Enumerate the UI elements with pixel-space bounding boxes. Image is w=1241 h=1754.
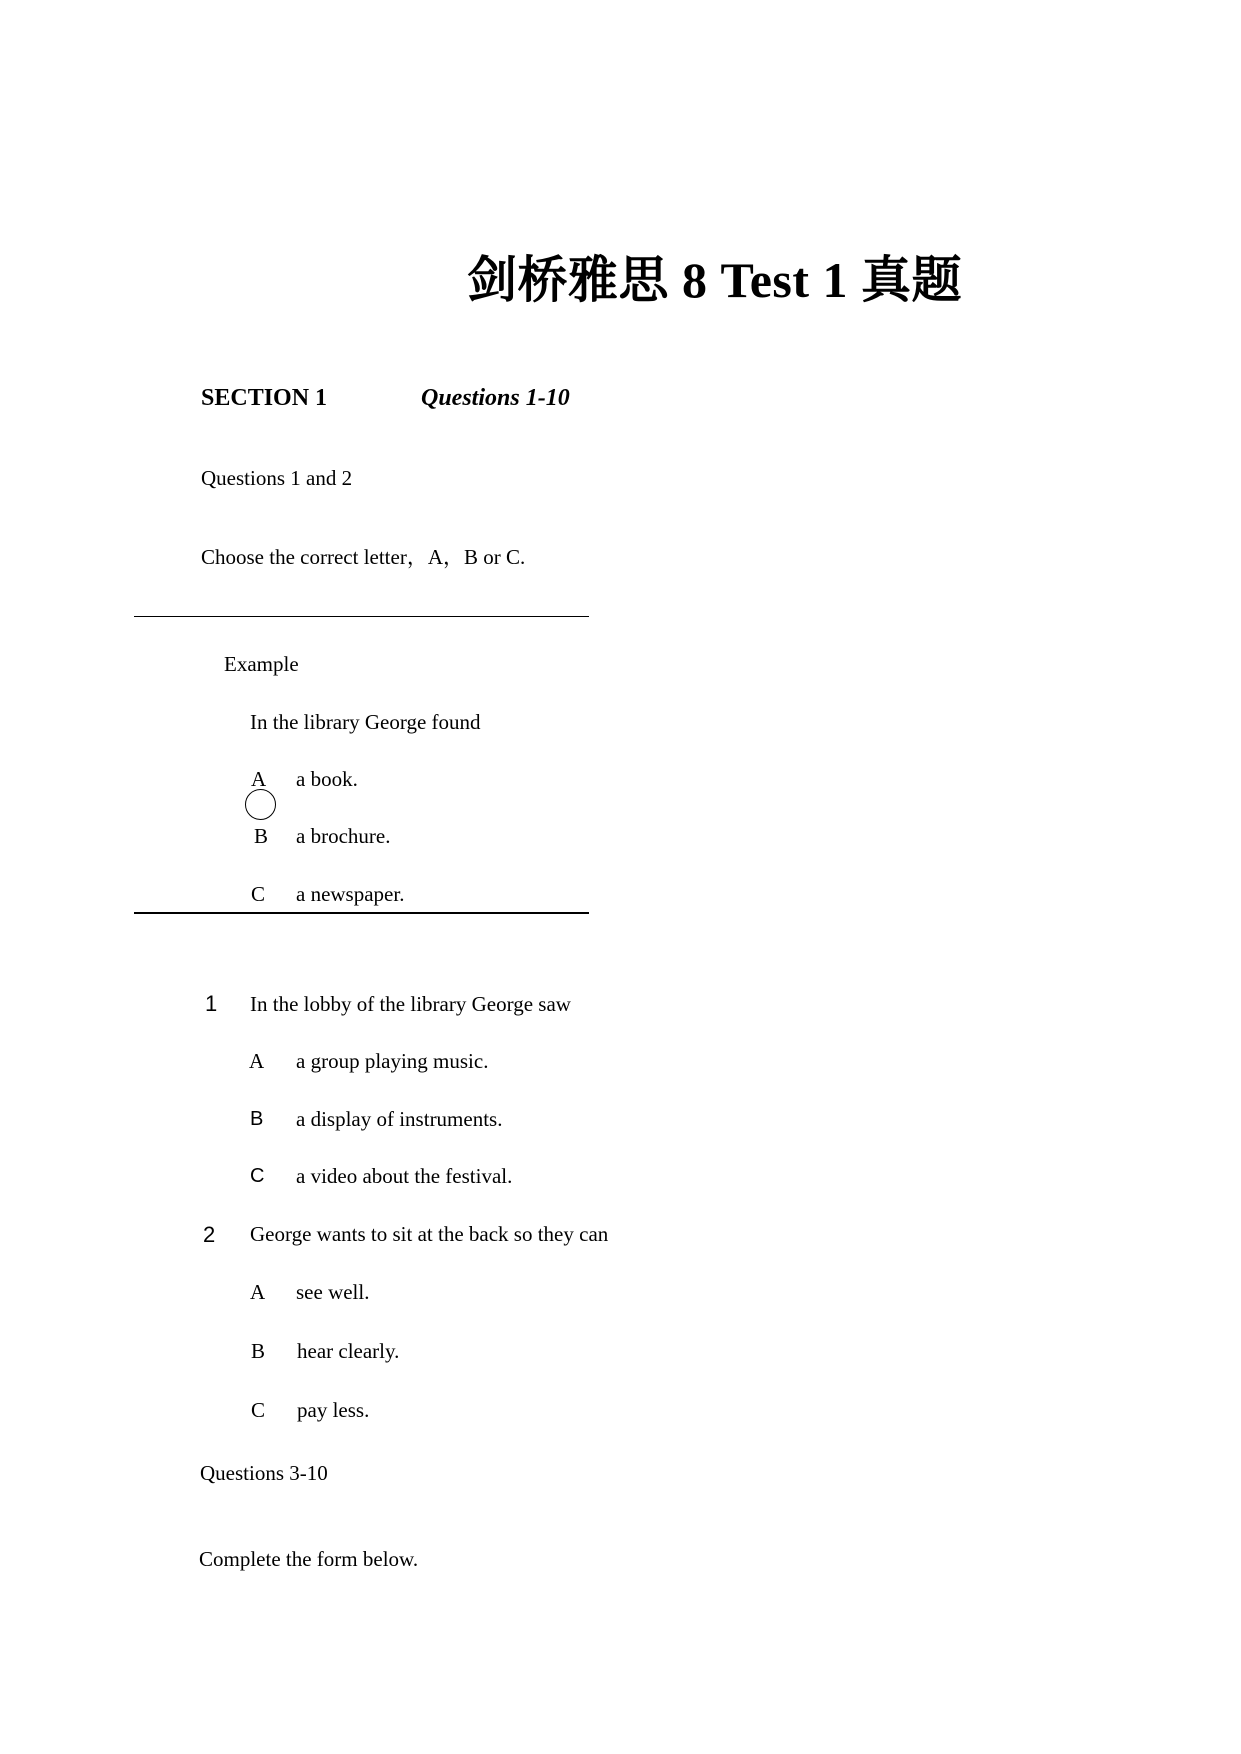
- example-option-letter-b: B: [254, 824, 269, 848]
- q2-option-text-a: see well.: [296, 1280, 370, 1304]
- q1-option-letter-c: C: [250, 1165, 265, 1187]
- q2-option-letter-a: A: [250, 1280, 266, 1304]
- example-option-text-c: a newspaper.: [296, 882, 405, 906]
- example-option-letter-c: C: [251, 882, 266, 906]
- question-number-1: 1: [205, 991, 218, 1016]
- answer-circle-icon: [245, 789, 276, 820]
- example-stem: In the library George found: [250, 710, 481, 734]
- section-label: SECTION 1: [201, 385, 328, 411]
- q2-option-letter-c: C: [251, 1398, 266, 1422]
- q2-option-text-c: pay less.: [297, 1398, 370, 1422]
- question-1-stem: In the lobby of the library George saw: [250, 992, 571, 1016]
- q1-option-text-c: a video about the festival.: [296, 1164, 513, 1188]
- q1-option-text-b: a display of instruments.: [296, 1107, 503, 1131]
- page-title: 剑桥雅思 8 Test 1 真题: [466, 252, 963, 308]
- questions-3-10-heading: Questions 3-10: [200, 1461, 328, 1485]
- q2-option-letter-b: B: [251, 1339, 266, 1363]
- q2-option-text-b: hear clearly.: [297, 1339, 400, 1363]
- question-number-2: 2: [203, 1222, 216, 1247]
- example-option-text-a: a book.: [296, 767, 358, 791]
- example-option-letter-a: A: [251, 767, 267, 791]
- example-label: Example: [224, 652, 299, 676]
- example-bottom-rule: [134, 912, 589, 914]
- example-option-text-b: a brochure.: [296, 824, 391, 848]
- questions-3-10-instruction: Complete the form below.: [199, 1547, 419, 1571]
- q1-option-letter-a: A: [249, 1049, 265, 1073]
- questions-1-2-heading: Questions 1 and 2: [201, 466, 353, 490]
- q1-option-letter-b: B: [250, 1108, 264, 1130]
- q1-option-text-a: a group playing music.: [296, 1049, 489, 1073]
- section-questions-range: Questions 1-10: [421, 385, 570, 411]
- question-2-stem: George wants to sit at the back so they can: [250, 1222, 609, 1246]
- example-top-rule: [134, 616, 589, 617]
- questions-1-2-instruction: Choose the correct letter，A，B or C.: [201, 545, 526, 569]
